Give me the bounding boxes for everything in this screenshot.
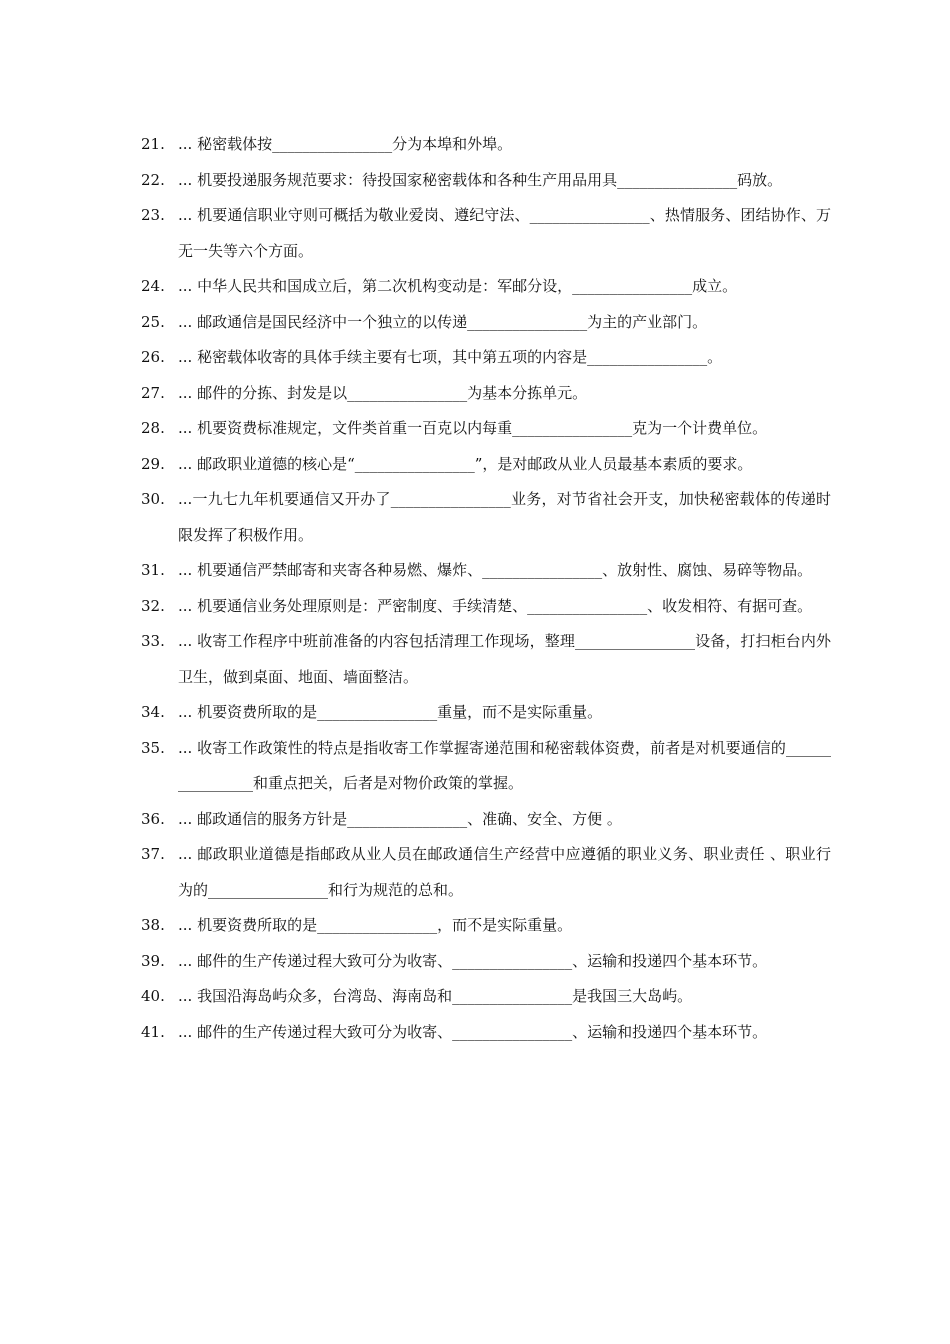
question-text: ... 邮政通信是国民经济中一个独立的以传递________________为主的产业部门。 [178,312,708,331]
question-text: ... 机要资费所取的是________________，而不是实际重量。 [178,916,573,934]
question-item [141,1015,831,1051]
question-item [141,163,831,199]
question-text: ... 收寄工作政策性的特点是指收寄工作掌握寄递范围和秘密载体资费，前者是对机要通信的________________和重点把关，后者是对物价政策的掌握。 [178,738,831,792]
question-text: ... 邮政职业道德的核心是“________________”，是对邮政从业人员最基本素质的要求。 [178,454,753,473]
question-text: ... 秘密载体收寄的具体手续主要有七项，其中第五项的内容是________________。 [178,348,723,366]
question-number: 25. [141,312,165,331]
question-text: ... 秘密载体按________________分为本埠和外埠。 [178,135,513,153]
question-item [141,127,831,163]
question-text: ... 我国沿海岛屿众多，台湾岛、海南岛和________________是我国三大岛屿。 [178,987,693,1005]
question-number: 22. [141,170,165,189]
question-text: ... 邮件的生产传递过程大致可分为收寄、________________、运输和投递四个基本环节。 [178,1022,768,1041]
question-item [141,198,831,269]
question-number: 31. [141,561,165,579]
question-item [141,979,831,1015]
question-number: 40. [141,987,165,1005]
question-item [141,376,831,412]
question-item [141,837,831,908]
question-number: 21. [141,135,165,153]
question-number: 37. [141,845,165,863]
question-number: 32. [141,596,165,615]
question-text: ... 邮政职业道德是指邮政从业人员在邮政通信生产经营中应遵循的职业义务、职业责任 、职业行为的________________和行为规范的总和。 [178,845,831,899]
question-text: ... 邮件的分拣、封发是以________________为基本分拣单元。 [178,383,588,402]
question-number: 33. [141,632,165,650]
question-text: ... 机要通信业务处理原则是：严密制度、手续清楚、________________、收发相符、有据可查。 [178,596,813,615]
question-number: 28. [141,419,165,437]
question-item [141,305,831,341]
question-number: 24. [141,277,165,295]
question-number: 36. [141,809,165,828]
question-text: ... 机要资费所取的是________________重量，而不是实际重量。 [178,703,603,721]
question-text: ... 机要通信严禁邮寄和夹寄各种易燃、爆炸、________________、放射性、腐蚀、易碎等物品。 [178,561,813,579]
question-number: 23. [141,206,165,224]
question-item [141,482,831,553]
question-text: ...一九七九年机要通信又开办了________________业务，对节省社会开支，加快秘密载体的传递时限发挥了积极作用。 [178,490,831,544]
question-item [141,908,831,944]
question-item [141,944,831,980]
question-number: 27. [141,383,165,402]
question-item [141,802,831,838]
question-text: ... 机要投递服务规范要求：待投国家秘密载体和各种生产用品用具________________码放。 [178,170,783,189]
question-text: ... 邮件的生产传递过程大致可分为收寄、________________、运输和投递四个基本环节。 [178,951,768,970]
question-item [141,589,831,625]
question-number: 35. [141,738,165,757]
question-item [141,447,831,483]
question-item [141,340,831,376]
question-item [141,624,831,695]
question-item [141,269,831,305]
question-text: ... 机要通信职业守则可概括为敬业爱岗、遵纪守法、________________、热情服务、团结协作、万无一失等六个方面。 [178,206,831,260]
question-text: ... 机要资费标准规定，文件类首重一百克以内每重________________克为一个计费单位。 [178,419,768,437]
question-item [141,411,831,447]
question-list [141,127,831,1050]
question-item [141,553,831,589]
question-text: ... 中华人民共和国成立后，第二次机构变动是：军邮分设，________________成立。 [178,277,738,295]
question-number: 26. [141,348,165,366]
question-text: ... 收寄工作程序中班前准备的内容包括清理工作现场，整理________________设备，打扫柜台内外卫生，做到桌面、地面、墙面整洁。 [178,632,831,686]
question-number: 39. [141,951,165,970]
question-number: 29. [141,454,165,473]
question-number: 38. [141,916,165,934]
question-number: 41. [141,1022,165,1041]
question-text: ... 邮政通信的服务方针是________________、准确、安全、方便 。 [178,809,622,828]
question-number: 30. [141,490,165,508]
question-number: 34. [141,703,165,721]
question-item [141,731,831,802]
question-item [141,695,831,731]
